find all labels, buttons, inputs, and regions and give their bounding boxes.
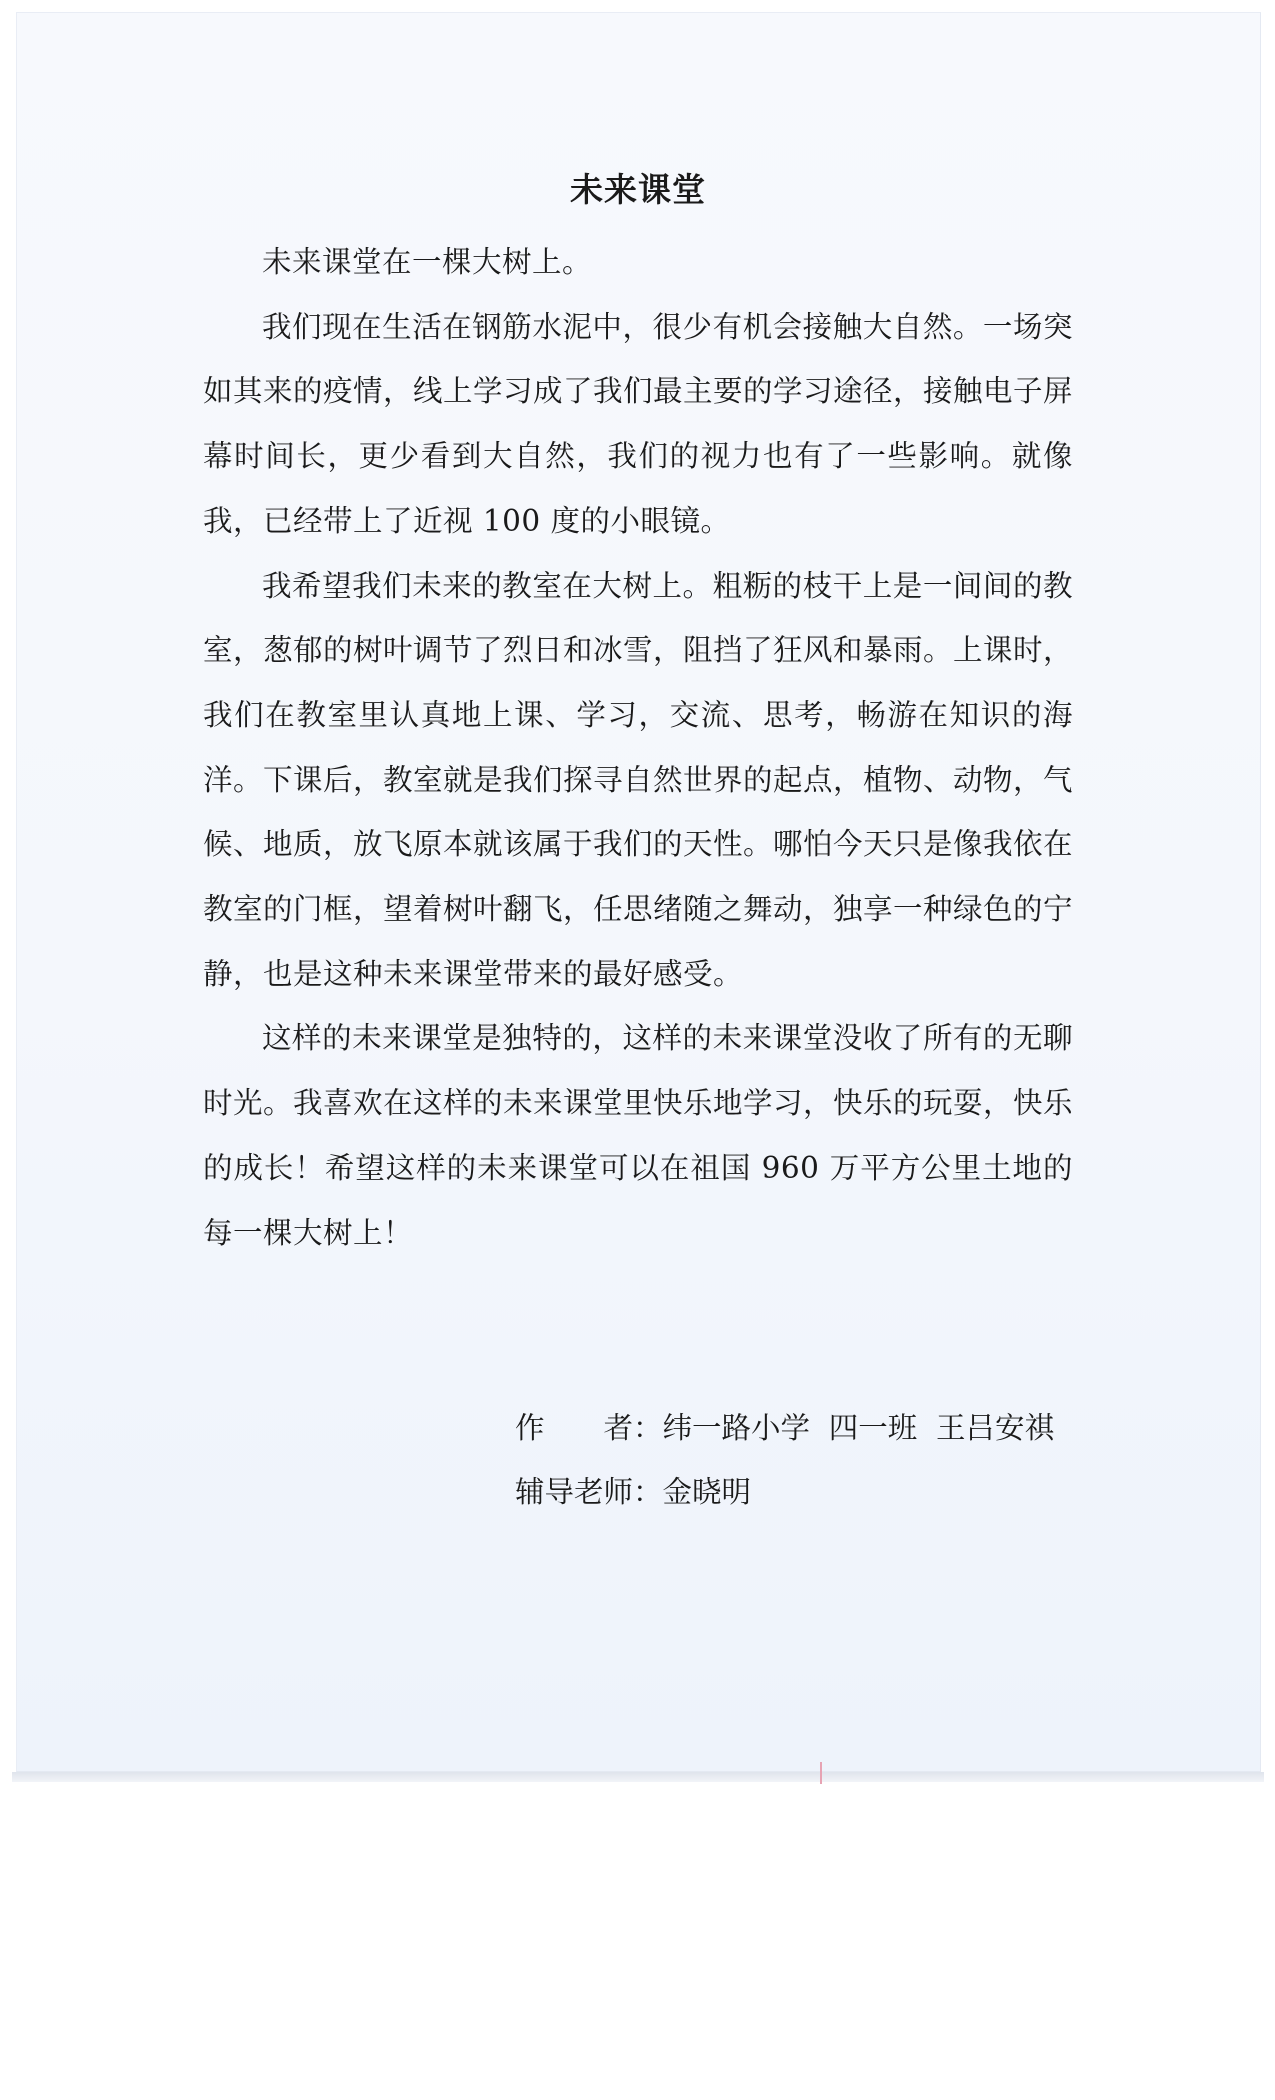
essay-paragraph: 我们现在生活在钢筋水泥中，很少有机会接触大自然。一场突如其来的疫情，线上学习成了我们最主要的学习途径，接触电子屏幕时间长，更少看到大自然，我们的视力也有了一些影响。就像我，已经带上了近视 100 度的小眼镜。 bbox=[203, 309, 1074, 538]
scan-edge bbox=[12, 1772, 1264, 1782]
essay bbox=[203, 150, 1073, 1265]
author-line: 作 者：纬一路小学 四一班 王吕安祺 bbox=[515, 1411, 1055, 1445]
signature-block bbox=[515, 1396, 1075, 1524]
scan-mark bbox=[820, 1762, 822, 1784]
essay-paragraph: 这样的未来课堂是独特的，这样的未来课堂没收了所有的无聊时光。我喜欢在这样的未来课堂里快乐地学习，快乐的玩耍，快乐的成长！希望这样的未来课堂可以在祖国 960 万平方公里土地的每一棵大树上！ bbox=[203, 1021, 1074, 1250]
teacher-line: 辅导老师：金晓明 bbox=[515, 1475, 752, 1509]
essay-title: 未来课堂 bbox=[570, 170, 706, 209]
essay-paragraph: 我希望我们未来的教室在大树上。粗粝的枝干上是一间间的教室，葱郁的树叶调节了烈日和冰雪，阻挡了狂风和暴雨。上课时，我们在教室里认真地上课、学习，交流、思考，畅游在知识的海洋。下课后，教室就是我们探寻自然世界的起点，植物、动物，气候、地质，放飞原本就该属于我们的天性。哪怕今天只是像我依在教室的门框，望着树叶翻飞，任思绪随之舞动，独享一种绿色的宁静，也是这种未来课堂带来的最好感受。 bbox=[203, 568, 1074, 991]
essay-paragraph: 未来课堂在一棵大树上。 bbox=[262, 245, 593, 279]
